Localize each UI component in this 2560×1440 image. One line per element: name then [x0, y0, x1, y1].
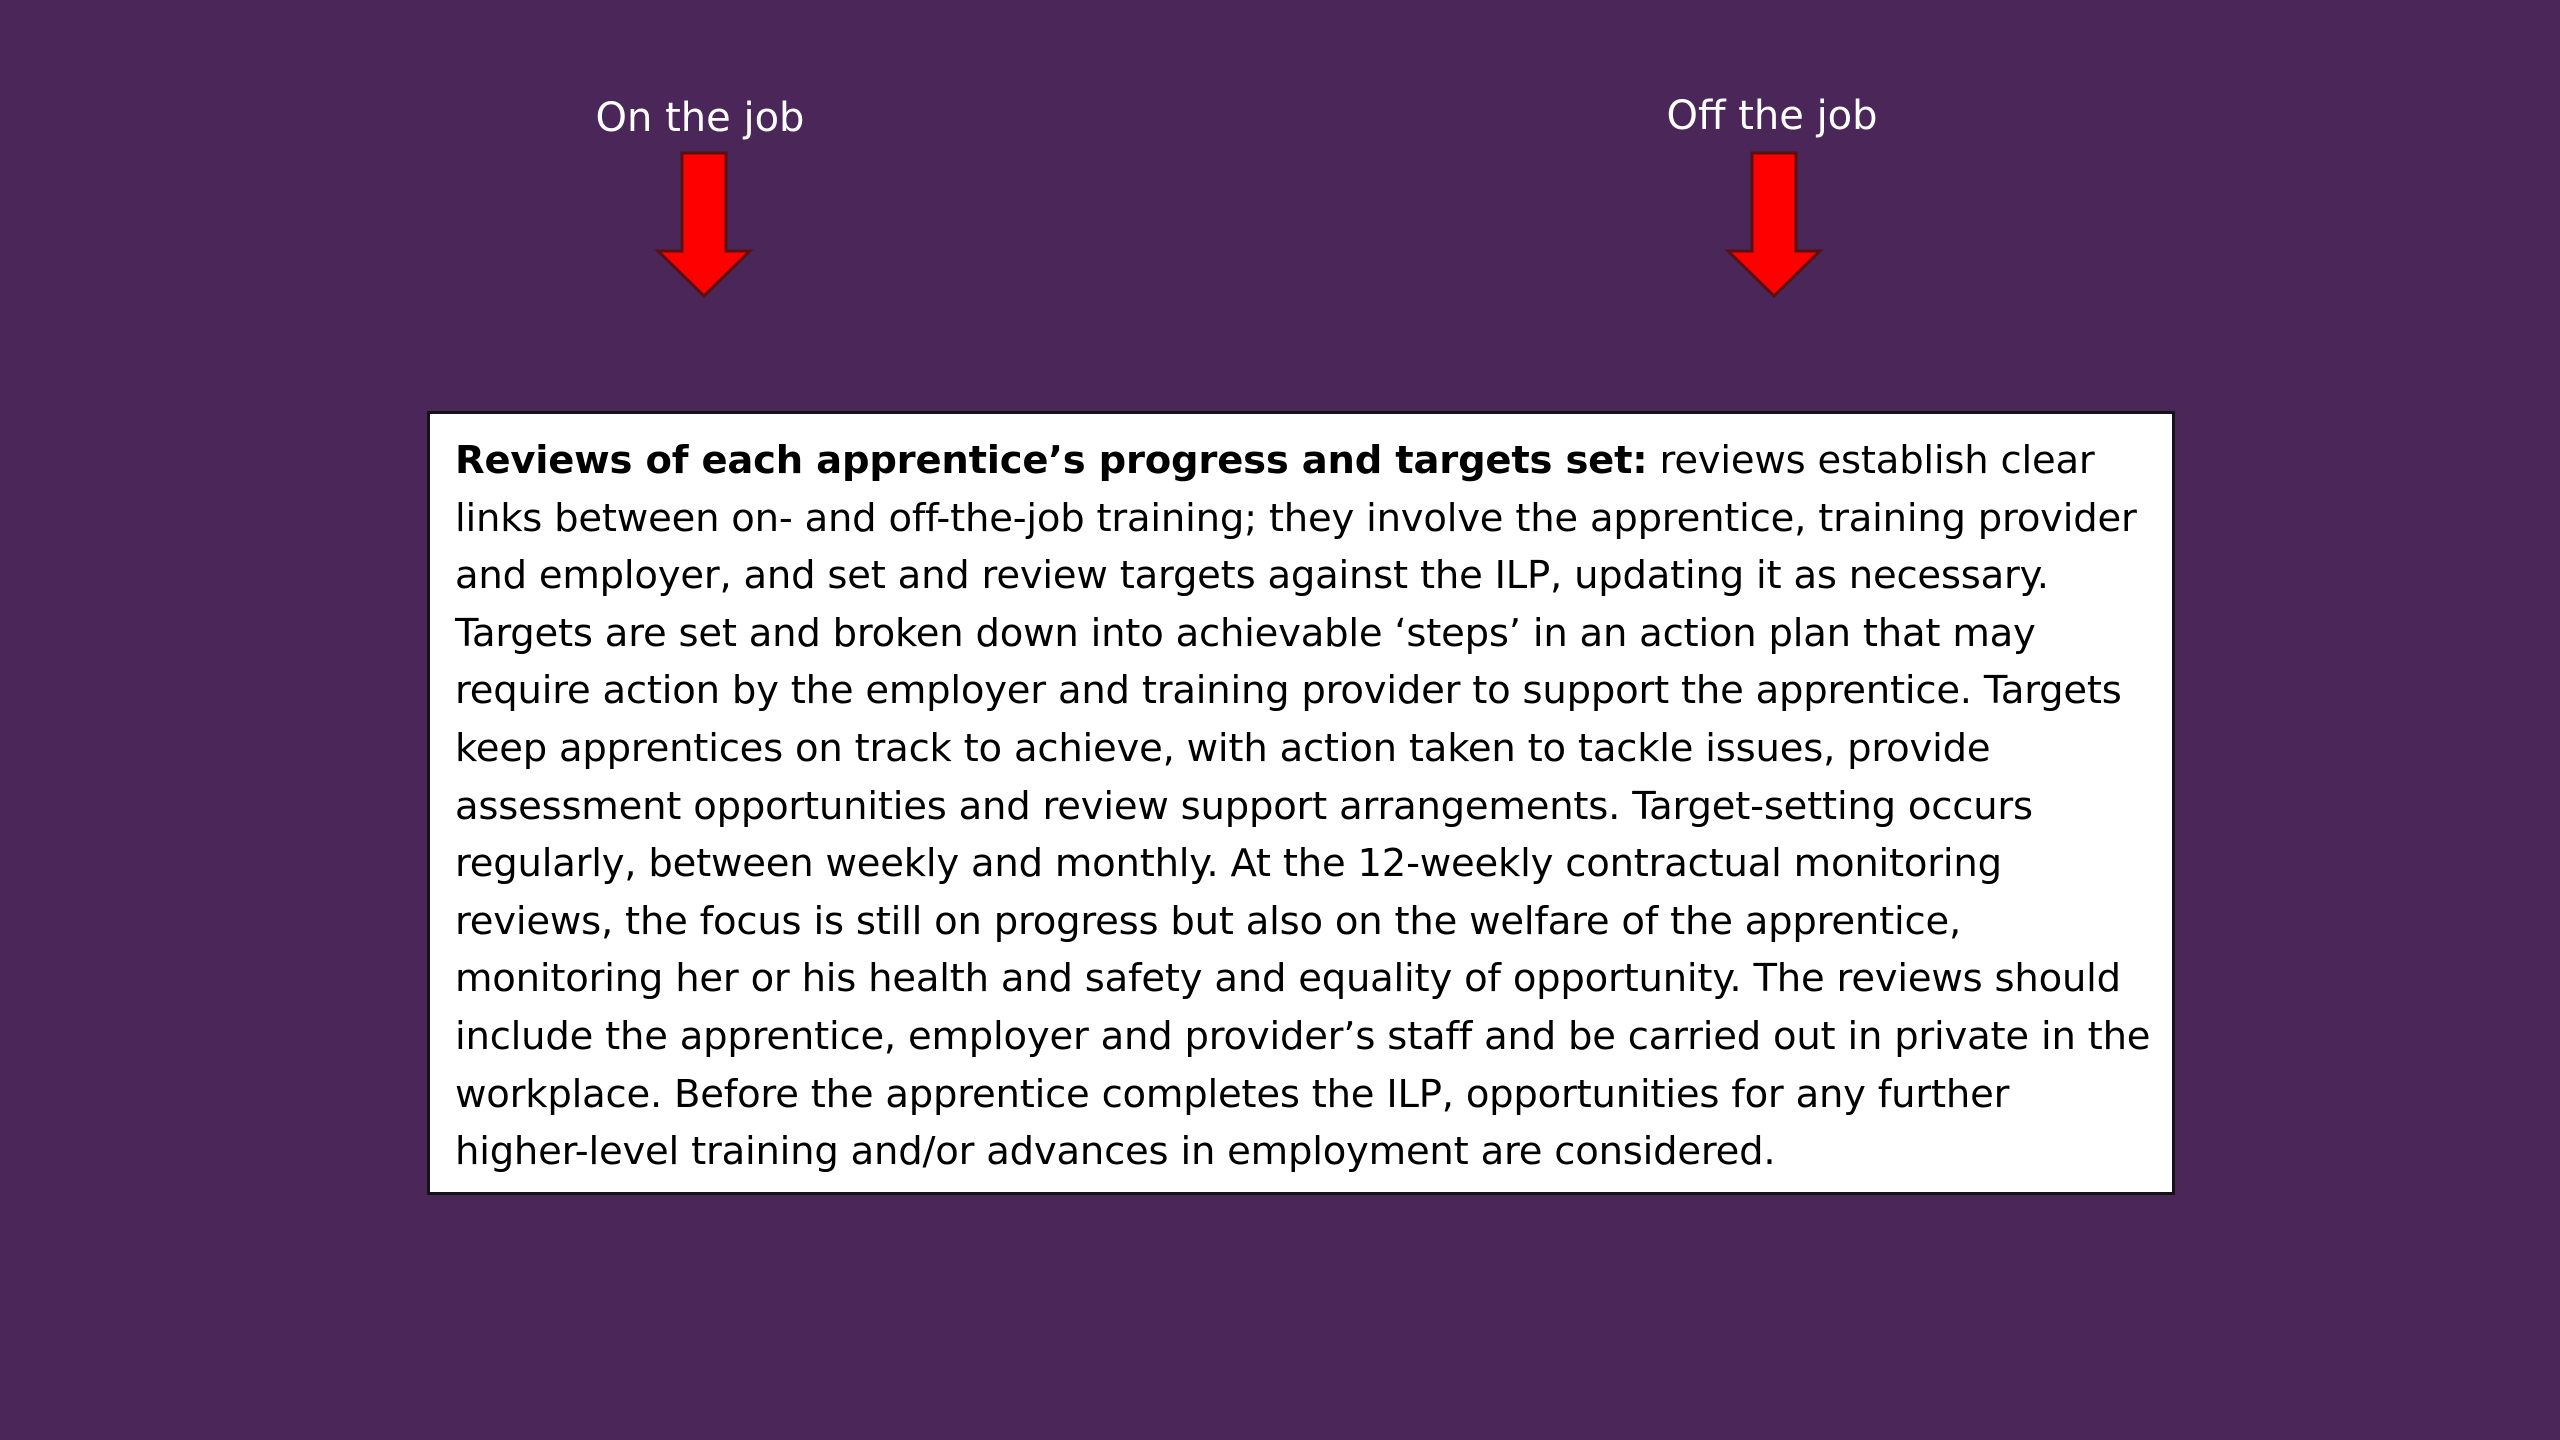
on-the-job-label: On the job — [595, 95, 805, 141]
reviews-body-text: reviews establish clear links between on- and off-the-job training; they involve the apprentice, training provider and employer, and set and review targets against the ILP, updating it as necessary. Targets are set and broken down into achievable ‘steps’ in an action plan that may require action by the employer and training provider to support the apprentice. Targets keep apprentices on track to achieve, with action taken to tackle issues, provide assessment opportunities and review support arrangements. Target-setting occurs regularly, between weekly and monthly. At the 12-weekly contractual monitoring reviews, the focus is still on progress but also on the welfare of the apprentice, monitoring her or his health and safety and equality of opportunity. The reviews should include the apprentice, employer and provider’s staff and be carried out in private in the workplace. Before the apprentice completes the ILP, opportunities for any further higher-level training and/or advances in employment are considered. — [455, 438, 2151, 1175]
down-arrow-icon — [654, 151, 754, 299]
reviews-heading: Reviews of each apprentice’s progress and targets set: — [455, 438, 1648, 483]
down-arrow-icon — [1724, 151, 1824, 299]
reviews-text-box — [427, 411, 2175, 1195]
off-the-job-label: Off the job — [1666, 93, 1878, 139]
